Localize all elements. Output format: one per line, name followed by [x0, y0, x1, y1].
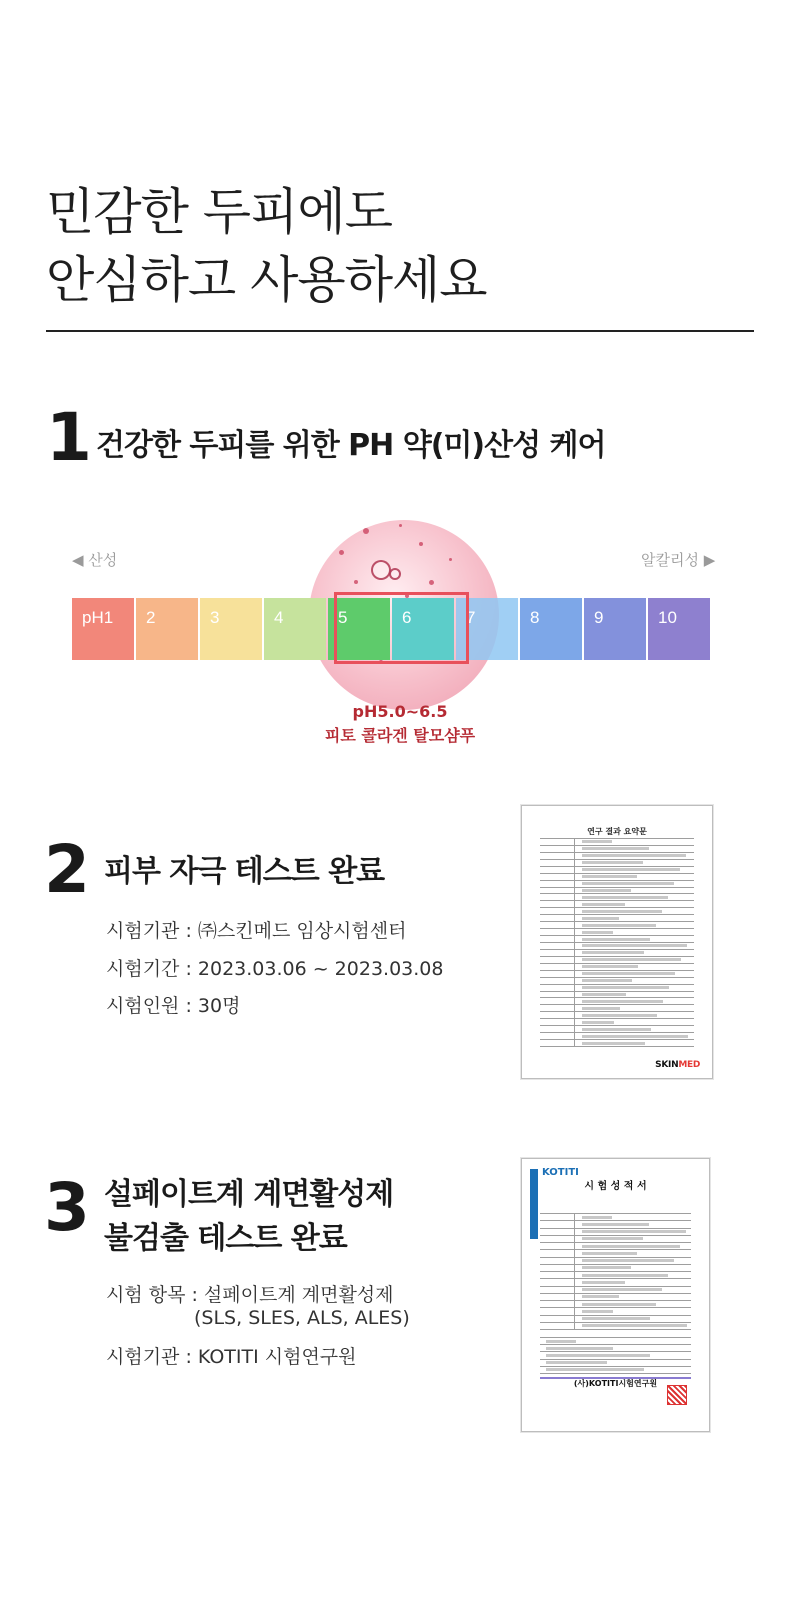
ph-cell-8: 8 — [520, 598, 582, 660]
doc-text-placeholder — [582, 1281, 625, 1284]
doc-text-placeholder — [546, 1368, 644, 1371]
doc-text-placeholder — [582, 1317, 650, 1320]
doc-text-placeholder — [582, 1035, 688, 1038]
section3-detail-item: 시험 항목 : 설페이트계 계면활성제 — [106, 1284, 394, 1306]
doc-table-line — [540, 1228, 691, 1229]
kotiti-report-thumbnail — [521, 1158, 710, 1432]
doc-text-placeholder — [582, 938, 650, 941]
doc-table-line — [540, 928, 694, 929]
doc-text-placeholder — [582, 1007, 620, 1010]
doc-text-placeholder — [582, 993, 626, 996]
ph-caption-value: pH5.0~6.5 — [352, 702, 448, 721]
ph-cell-4: 4 — [264, 598, 326, 660]
doc-text-placeholder — [582, 910, 662, 913]
doc-text-placeholder — [582, 840, 612, 843]
doc-table-line — [540, 1315, 691, 1316]
doc-text-placeholder — [582, 958, 681, 961]
section3-detail-institution: 시험기관 : KOTITI 시험연구원 — [106, 1346, 357, 1368]
doc-text-placeholder — [582, 903, 625, 906]
doc-text-placeholder — [582, 972, 675, 975]
doc-table-line — [540, 1018, 694, 1019]
doc-text-placeholder — [582, 875, 637, 878]
ph-range-highlight — [334, 592, 469, 664]
doc-text-placeholder — [546, 1347, 613, 1350]
doc-table-line — [540, 970, 694, 971]
doc-text-placeholder — [582, 889, 631, 892]
doc-table-line — [540, 1271, 691, 1272]
doc-table-line — [540, 1264, 691, 1265]
hero-title-line1: 민감한 두피에도 — [46, 183, 392, 241]
doc-table-line — [540, 852, 694, 853]
doc-table-line — [540, 1307, 691, 1308]
doc-table-line — [540, 1032, 694, 1033]
doc-table-line — [540, 859, 694, 860]
skin-test-report-title: 연구 결과 요약문 — [587, 827, 647, 836]
ph-cell-1: pH1 — [72, 598, 134, 660]
ph-cell-9: 9 — [584, 598, 646, 660]
doc-text-placeholder — [582, 1028, 651, 1031]
doc-text-placeholder — [582, 1324, 687, 1327]
doc-table-line — [540, 1220, 691, 1221]
acid-label: ◀ 산성 — [72, 551, 118, 569]
doc-table-line — [540, 1351, 691, 1352]
doc-table-line — [540, 1329, 691, 1330]
doc-table-line — [540, 1011, 694, 1012]
doc-table-line — [540, 949, 694, 950]
doc-text-placeholder — [582, 861, 643, 864]
doc-text-placeholder — [582, 1014, 657, 1017]
doc-table-line — [540, 1366, 691, 1367]
ph-cell-10: 10 — [648, 598, 710, 660]
skinmed-logo: SKINMED — [655, 1060, 700, 1070]
ph-cell-3: 3 — [200, 598, 262, 660]
doc-table-line — [540, 921, 694, 922]
doc-table-line — [540, 893, 694, 894]
doc-table-line — [540, 1337, 691, 1338]
doc-text-placeholder — [582, 854, 686, 857]
section2-detail-institution: 시험기관 : ㈜스킨메드 임상시험센터 — [106, 920, 407, 942]
doc-text-placeholder — [582, 1266, 631, 1269]
kotiti-footer-name: (사)KOTITI시험연구원 — [573, 1379, 658, 1388]
doc-text-placeholder — [582, 1303, 656, 1306]
doc-text-placeholder — [582, 917, 619, 920]
ph-cell-7: 7 — [456, 598, 518, 660]
doc-text-placeholder — [582, 1259, 674, 1262]
doc-table-line — [540, 873, 694, 874]
doc-text-placeholder — [582, 986, 669, 989]
doc-table-line — [540, 1025, 694, 1026]
doc-table-line — [540, 956, 694, 957]
doc-text-placeholder — [582, 1288, 662, 1291]
doc-table-line — [540, 991, 694, 992]
doc-text-placeholder — [582, 1274, 668, 1277]
doc-text-placeholder — [582, 1042, 645, 1045]
doc-table-line — [540, 977, 694, 978]
kotiti-report-title: 시 험 성 적 서 — [584, 1181, 647, 1192]
doc-text-placeholder — [582, 931, 613, 934]
doc-text-placeholder — [582, 979, 632, 982]
section2-detail-period: 시험기간 : 2023.03.06 ~ 2023.03.08 — [106, 958, 444, 980]
doc-table-line — [540, 900, 694, 901]
doc-text-placeholder — [582, 1000, 663, 1003]
section2-number: 2 — [44, 831, 90, 908]
alkaline-label: 알칼리성 ▶ — [641, 551, 716, 569]
ph-cell-5: 5 — [328, 598, 390, 660]
doc-text-placeholder — [582, 965, 638, 968]
section1-number: 1 — [46, 399, 92, 476]
doc-table-line — [540, 907, 694, 908]
doc-table-line — [540, 1004, 694, 1005]
doc-table-line — [540, 1213, 691, 1214]
doc-table-line — [540, 1344, 691, 1345]
doc-table-line — [540, 1293, 691, 1294]
doc-text-placeholder — [582, 1295, 619, 1298]
kotiti-stamp-icon — [667, 1385, 687, 1405]
doc-table-line — [540, 914, 694, 915]
doc-text-placeholder — [582, 882, 674, 885]
doc-table-line — [540, 845, 694, 846]
doc-text-placeholder — [582, 924, 656, 927]
doc-table-line — [540, 1300, 691, 1301]
doc-text-placeholder — [582, 1252, 637, 1255]
doc-text-placeholder — [582, 1223, 649, 1226]
section3-detail-item-sub: (SLS, SLES, ALS, ALES) — [194, 1307, 410, 1329]
doc-table-line — [540, 1257, 691, 1258]
doc-table-line — [540, 1286, 691, 1287]
skin-test-report-thumbnail — [521, 805, 713, 1079]
doc-text-placeholder — [546, 1361, 607, 1364]
doc-text-placeholder — [582, 1021, 614, 1024]
section1-title: 건강한 두피를 위한 PH 약(미)산성 케어 — [96, 428, 606, 463]
doc-table-column-line — [574, 838, 575, 1046]
doc-table-line — [540, 866, 694, 867]
doc-text-placeholder — [546, 1354, 650, 1357]
doc-text-placeholder — [582, 896, 668, 899]
ph-caption-product: 피토 콜라겐 탈모샴푸 — [324, 726, 476, 745]
doc-text-placeholder — [582, 1216, 612, 1219]
section3-title-line2: 불검출 테스트 완료 — [104, 1221, 347, 1256]
section3-number: 3 — [44, 1169, 90, 1246]
doc-text-placeholder — [582, 1230, 686, 1233]
doc-text-placeholder — [582, 944, 687, 947]
doc-table-line — [540, 1249, 691, 1250]
doc-text-placeholder — [582, 1310, 613, 1313]
doc-table-line — [540, 963, 694, 964]
doc-table-line — [540, 1359, 691, 1360]
section2-title: 피부 자극 테스트 완료 — [104, 854, 385, 889]
doc-table-line — [540, 887, 694, 888]
ph-cell-2: 2 — [136, 598, 198, 660]
doc-text-placeholder — [582, 1245, 680, 1248]
doc-table-line — [540, 1046, 694, 1047]
doc-table-line — [540, 838, 694, 839]
doc-table-line — [540, 1235, 691, 1236]
doc-table-line — [540, 1373, 691, 1374]
hero-title-line2: 안심하고 사용하세요 — [46, 251, 487, 309]
doc-table-line — [540, 935, 694, 936]
doc-text-placeholder — [582, 847, 649, 850]
section2-detail-subjects: 시험인원 : 30명 — [106, 995, 241, 1017]
doc-table-line — [540, 1322, 691, 1323]
ph-cell-6: 6 — [392, 598, 454, 660]
doc-table-line — [540, 997, 694, 998]
section3-title-line1: 설페이트계 계면활성제 — [104, 1177, 394, 1212]
doc-table-line — [540, 1278, 691, 1279]
hero-divider — [46, 330, 754, 332]
kotiti-logo: KOTITI — [542, 1167, 579, 1178]
doc-table-line — [540, 942, 694, 943]
doc-text-placeholder — [546, 1340, 576, 1343]
doc-table-line — [540, 1242, 691, 1243]
doc-table-line — [540, 880, 694, 881]
doc-text-placeholder — [582, 868, 680, 871]
doc-table-line — [540, 984, 694, 985]
doc-text-placeholder — [582, 951, 644, 954]
doc-table-line — [540, 1039, 694, 1040]
doc-text-placeholder — [582, 1237, 643, 1240]
doc-table-column-line — [574, 1213, 575, 1329]
